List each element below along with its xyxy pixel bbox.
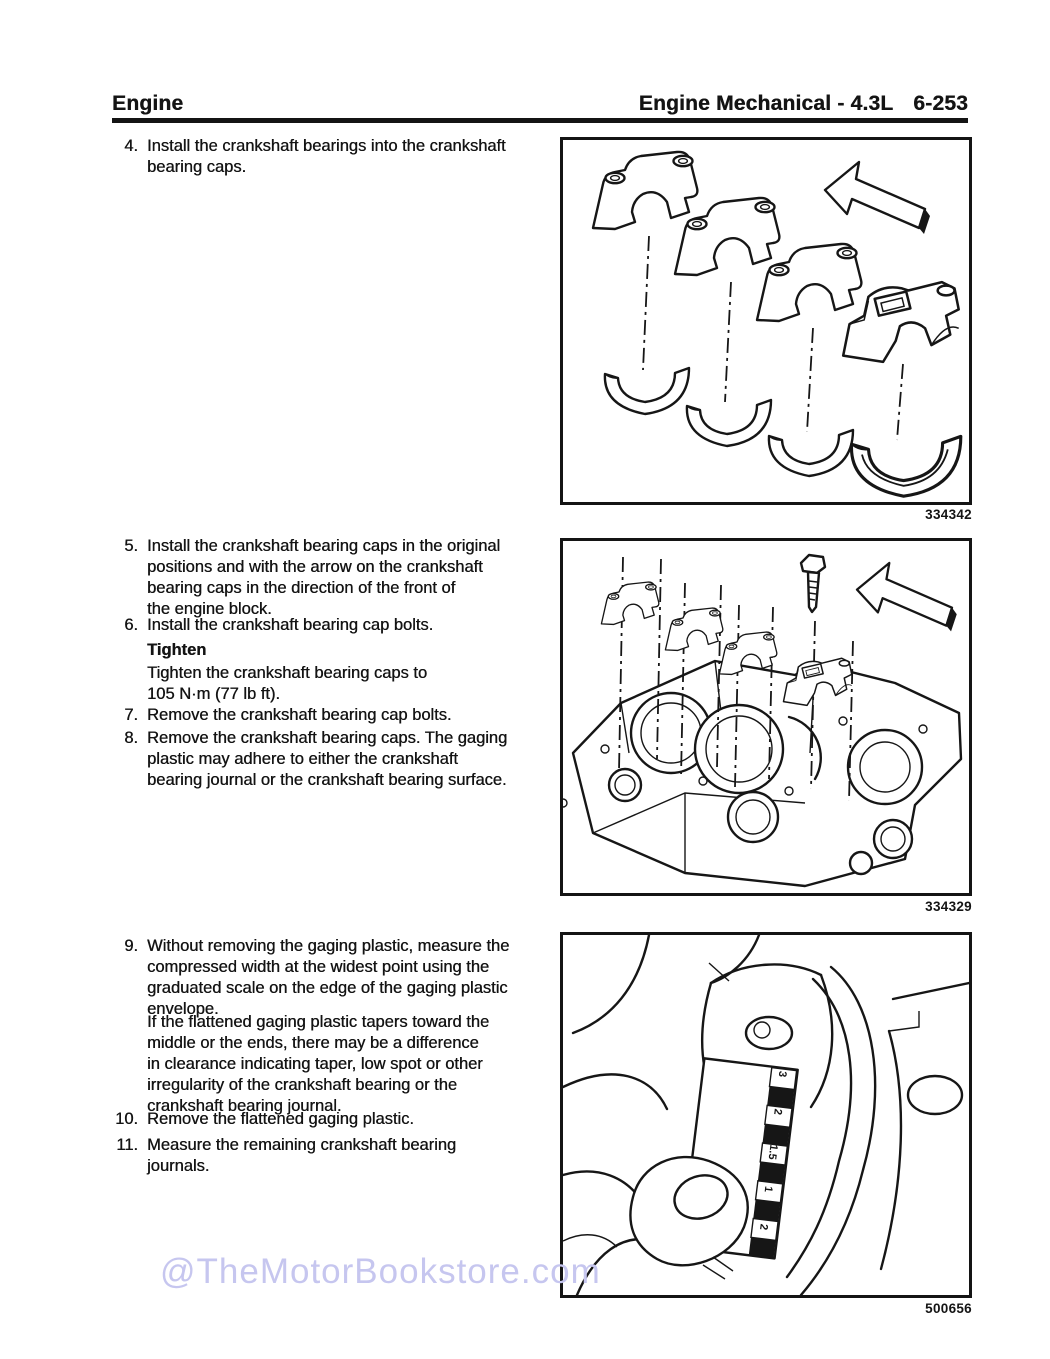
step-8 [104, 728, 547, 791]
header-page-number: 6-253 [913, 92, 968, 115]
step-text: Remove the crankshaft bearing cap bolts. [147, 706, 452, 724]
alignment-line [725, 282, 731, 402]
bearing-shell-1 [605, 368, 689, 414]
header-chapter-title: Engine Mechanical - 4.3L [638, 92, 894, 115]
step-text: Remove the flattened gaging plastic. [147, 1110, 414, 1128]
alignment-line [897, 364, 903, 440]
front-direction-arrow-icon [857, 563, 957, 631]
tighten-heading: Tighten [147, 641, 207, 659]
step-number: 5. [124, 537, 138, 555]
gaging-plastic-illustration [563, 935, 969, 1295]
step-7 [104, 705, 547, 726]
step-number: 4. [124, 137, 138, 155]
bearing-caps-illustration [563, 140, 969, 502]
watermark: @TheMotorBookstore.com [160, 1252, 601, 1291]
bearing-shell-3 [769, 430, 853, 476]
step-number: 7. [124, 706, 138, 724]
alignment-line [643, 236, 649, 370]
bearing-cap-bolt [801, 555, 825, 612]
engine-block-illustration [563, 541, 969, 893]
scale-label: 1.5 [765, 1143, 780, 1161]
header-right [639, 92, 968, 116]
step-4 [104, 136, 547, 178]
bearing-cap-2 [675, 198, 779, 275]
step-10 [104, 1109, 547, 1130]
figure-number: 334329 [925, 899, 972, 914]
figure-bearing-caps [560, 137, 972, 505]
step-text: Measure the remaining crankshaft bearing journals. [147, 1136, 457, 1175]
figure-engine-block [560, 538, 972, 896]
rear-bearing-shell [851, 436, 960, 496]
bearing-cap-1 [601, 582, 658, 624]
step-11 [104, 1135, 547, 1177]
figure-gaging-plastic [560, 932, 972, 1298]
step-text: Install the crankshaft bearings into the crankshaft bearing caps. [147, 137, 506, 176]
scale-label: 2 [756, 1223, 770, 1231]
step-number: 11. [116, 1136, 138, 1154]
step-9 [104, 936, 547, 1020]
bearing-cap-3 [757, 244, 861, 321]
figure-number: 500656 [925, 1301, 972, 1316]
step-number: 9. [124, 937, 138, 955]
rear-bearing-cap [843, 282, 958, 362]
alignment-line [807, 328, 813, 432]
scale-label: 3 [775, 1070, 789, 1078]
step-text: Remove the crankshaft bearing caps. The gaging plastic may adhere to either the crankshaft bearing journal or the crankshaft bearing surface. [147, 729, 508, 789]
step-number: 8. [124, 729, 138, 747]
figure-number: 334342 [925, 507, 972, 522]
step-9-note: If the flattened gaging plastic tapers toward the middle or the ends, there may be a difference in clearance indicating taper, low spot or other irregularity of the crankshaft bearing or the crankshaft bearing journal. [147, 1013, 490, 1115]
step-6 [104, 615, 547, 636]
step-5 [104, 536, 547, 620]
step-text: Without removing the gaging plastic, measure the compressed width at the widest point using the graduated scale on the edge of the gaging plastic envelope. [147, 937, 510, 1018]
step-number: 10. [115, 1110, 138, 1128]
header-rule [112, 118, 968, 123]
front-direction-arrow-icon [825, 162, 930, 234]
scale-label: 2 [771, 1107, 784, 1116]
tighten-spec: Tighten the crankshaft bearing caps to 105 N·m (77 lb ft). [147, 664, 428, 703]
bearing-shell-2 [687, 400, 771, 446]
step-text: Install the crankshaft bearing cap bolts. [147, 616, 434, 634]
engine-block [563, 661, 961, 886]
scale-label: 1 [761, 1185, 775, 1193]
step-text: Install the crankshaft bearing caps in the original positions and with the arrow on the crankshaft bearing caps in the direction of the front of the engine block. [147, 537, 501, 618]
header-section-title: Engine [112, 92, 184, 115]
bearing-cap-2 [665, 608, 722, 650]
step-number: 6. [124, 616, 138, 634]
bearing-cap-1 [593, 152, 697, 229]
